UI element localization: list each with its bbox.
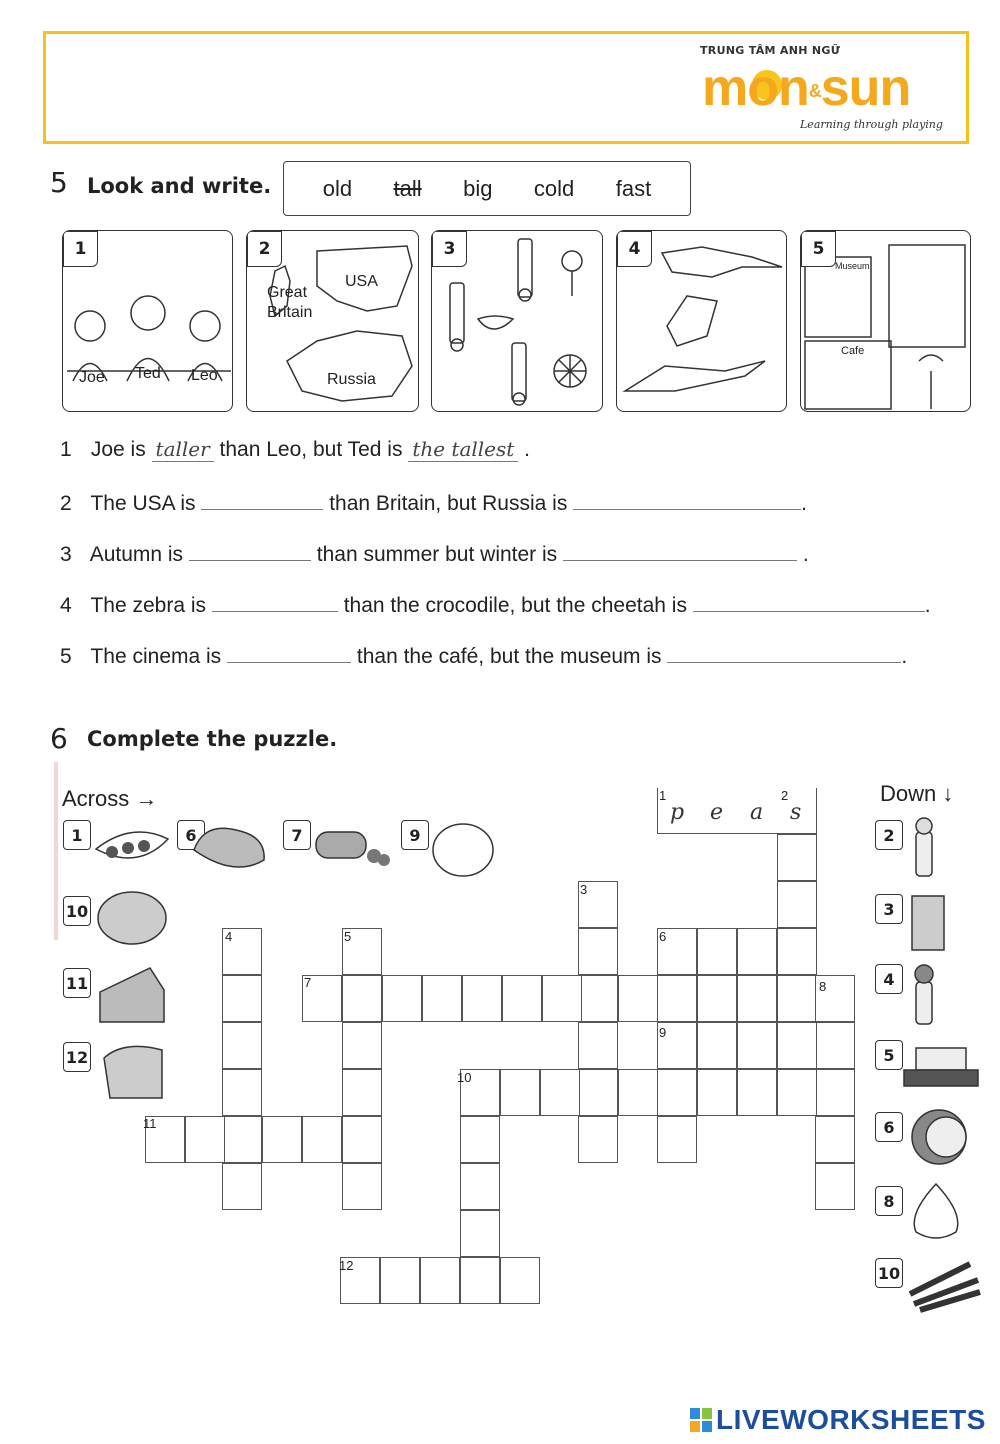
answer-letter-a: a xyxy=(750,800,764,825)
answer-blank-2b[interactable] xyxy=(573,488,801,510)
section-6-number: 6 xyxy=(50,722,68,755)
crossword-cell[interactable] xyxy=(500,1257,540,1304)
crossword-cell[interactable] xyxy=(460,1163,500,1210)
sentence-1-answer-2: the tallest xyxy=(408,437,518,462)
sentence-1 xyxy=(60,437,530,462)
sentence-3 xyxy=(60,539,809,567)
crossword-cell[interactable] xyxy=(777,1069,817,1116)
crossword-cell[interactable] xyxy=(777,881,817,928)
logo-brand-right: sun xyxy=(820,59,911,117)
monsun-logo xyxy=(696,44,956,140)
cereal-box-icon xyxy=(906,888,950,954)
liveworksheets-brand: LIVEWORKSHEETS xyxy=(716,1404,986,1435)
sausage-icon xyxy=(312,822,392,872)
grid-number-11: 11 xyxy=(143,1116,157,1131)
crossword-cell[interactable] xyxy=(697,975,737,1022)
crossword-cell[interactable] xyxy=(737,1022,777,1069)
crossword-cell[interactable] xyxy=(578,1022,618,1069)
sentence-1-answer-1: taller xyxy=(152,437,214,462)
section-5-number: 5 xyxy=(50,166,68,199)
logo-tagline: Learning through playing xyxy=(800,118,943,131)
crossword-cell[interactable] xyxy=(342,1022,382,1069)
sentence-5-part-b: than the café, but the museum is xyxy=(356,645,662,668)
crossword-cell[interactable] xyxy=(222,1163,262,1210)
grid-number-7: 7 xyxy=(304,975,312,990)
sentence-4-number: 4 xyxy=(60,594,72,617)
lemon-icon xyxy=(428,818,498,882)
sentence-5-number: 5 xyxy=(60,645,72,668)
word-old: old xyxy=(322,175,353,201)
crossword-cell[interactable] xyxy=(697,1069,737,1116)
cheese-icon xyxy=(94,962,170,1026)
label-russia: Russia xyxy=(327,371,376,388)
across-clue-6: 6 xyxy=(177,820,205,850)
logo-brand-left: mon xyxy=(702,59,809,117)
crossword-cell[interactable] xyxy=(737,975,777,1022)
crossword-cell[interactable] xyxy=(342,975,382,1022)
picture-panel-2 xyxy=(246,230,419,412)
answer-blank-3b[interactable] xyxy=(563,539,797,561)
grid-number-6: 6 xyxy=(659,929,667,944)
sentence-3-part-b: than summer but winter is xyxy=(316,543,558,566)
answer-blank-4b[interactable] xyxy=(693,590,925,612)
crossword-cell[interactable] xyxy=(578,975,618,1022)
down-clue-5: 5 xyxy=(875,1040,903,1070)
sentence-1-number: 1 xyxy=(60,438,72,461)
crossword-cell[interactable] xyxy=(578,1069,618,1116)
crossword-cell[interactable] xyxy=(302,1116,342,1163)
salt-shaker-icon xyxy=(906,814,942,880)
crossword-cell[interactable] xyxy=(342,1163,382,1210)
panel-3-number: 3 xyxy=(432,231,467,267)
sentence-1-part-b: than Leo, but Ted is xyxy=(219,438,403,461)
crossword-cell[interactable] xyxy=(815,1116,855,1163)
crossword-cell[interactable] xyxy=(222,1116,262,1163)
steak-icon xyxy=(186,816,270,880)
sentence-2-number: 2 xyxy=(60,492,72,515)
answer-blank-5b[interactable] xyxy=(667,641,901,663)
liveworksheets-logo-icon xyxy=(690,1408,712,1432)
grid-number-1: 1 xyxy=(659,788,667,803)
crossword-cell[interactable] xyxy=(185,1116,225,1163)
label-leo: Leo xyxy=(191,367,218,384)
picture-panel-1 xyxy=(62,230,233,412)
crossword-cell[interactable] xyxy=(618,1069,658,1116)
crossword-cell[interactable] xyxy=(422,975,462,1022)
crossword-cell[interactable] xyxy=(380,1257,420,1304)
logo-brand xyxy=(702,58,910,118)
crossword-cell[interactable] xyxy=(657,975,697,1022)
crossword-cell[interactable] xyxy=(222,1069,262,1116)
crossword-cell[interactable] xyxy=(657,1116,697,1163)
picture-panel-5 xyxy=(800,230,971,412)
down-clue-4: 4 xyxy=(875,964,903,994)
section-5-title: Look and write. xyxy=(87,174,272,198)
down-clue-6: 6 xyxy=(875,1112,903,1142)
sentence-3-number: 3 xyxy=(60,543,72,566)
picture-panel-4 xyxy=(616,230,787,412)
sentence-4-part-b: than the crocodile, but the cheetah is xyxy=(343,594,687,617)
answer-blank-2a[interactable] xyxy=(201,488,323,510)
picture-panel-3 xyxy=(431,230,603,412)
potato-icon xyxy=(94,888,170,948)
crossword-cell[interactable] xyxy=(618,975,658,1022)
answer-blank-3a[interactable] xyxy=(189,539,311,561)
crossword-cell[interactable] xyxy=(460,1257,500,1304)
crossword-cell[interactable] xyxy=(777,1022,817,1069)
sentence-4-end: . xyxy=(924,594,931,617)
margin-line xyxy=(54,762,58,940)
pasta-icon xyxy=(906,1254,984,1314)
across-clue-9: 9 xyxy=(401,820,429,850)
sentence-5-part-a: The cinema is xyxy=(90,645,222,668)
crossword-cell[interactable] xyxy=(815,1022,855,1069)
answer-blank-5a[interactable] xyxy=(227,641,351,663)
sentence-2-part-a: The USA is xyxy=(90,492,196,515)
word-tall: tall xyxy=(393,175,422,201)
down-clue-10: 10 xyxy=(875,1258,903,1288)
down-clue-8: 8 xyxy=(875,1186,903,1216)
answer-blank-4a[interactable] xyxy=(212,590,338,612)
label-museum: Museum xyxy=(835,261,870,271)
crossword-cell[interactable] xyxy=(342,1069,382,1116)
butter-icon xyxy=(902,1044,980,1090)
crossword-cell[interactable] xyxy=(262,1116,302,1163)
across-label: Across → xyxy=(62,786,158,811)
sentence-4-part-a: The zebra is xyxy=(90,594,207,617)
word-big: big xyxy=(463,175,493,201)
label-ted: Ted xyxy=(135,365,161,382)
sentence-1-part-a: Joe is xyxy=(90,438,146,461)
grid-number-4: 4 xyxy=(225,929,233,944)
crossword-cell[interactable] xyxy=(578,928,618,975)
grid-number-5: 5 xyxy=(344,929,352,944)
crossword-cell[interactable] xyxy=(777,975,817,1022)
down-label: Down ↓ xyxy=(880,781,954,806)
crossword-cell[interactable] xyxy=(342,1116,382,1163)
crossword-cell[interactable] xyxy=(815,1069,855,1116)
watermelon-icon xyxy=(906,1106,972,1168)
crossword-cell[interactable] xyxy=(460,1116,500,1163)
logo-brand-amp: & xyxy=(808,80,821,101)
across-clue-12: 12 xyxy=(63,1042,91,1072)
crossword-cell[interactable] xyxy=(382,975,422,1022)
grid-number-10: 10 xyxy=(457,1070,472,1085)
crossword-cell[interactable] xyxy=(737,928,777,975)
bread-icon xyxy=(96,1038,172,1104)
across-clue-7: 7 xyxy=(283,820,311,850)
sentence-4 xyxy=(60,590,931,618)
peas-icon xyxy=(92,824,172,874)
crossword-cell[interactable] xyxy=(578,1116,618,1163)
logo-top-text: TRUNG TÂM ANH NGỮ xyxy=(700,44,841,57)
down-clue-3: 3 xyxy=(875,894,903,924)
across-clue-10: 10 xyxy=(63,896,91,926)
sentence-5 xyxy=(60,641,907,669)
sentence-1-end: . xyxy=(524,438,531,461)
grid-number-8: 8 xyxy=(819,979,827,994)
grid-number-2: 2 xyxy=(781,788,789,803)
crossword-cell[interactable] xyxy=(657,1069,697,1116)
label-usa: USA xyxy=(345,273,378,290)
answer-letter-e: e xyxy=(710,800,724,825)
crossword-cell[interactable] xyxy=(222,1022,262,1069)
label-great-britain: Great Britain xyxy=(267,284,313,321)
section-6-title: Complete the puzzle. xyxy=(87,727,338,751)
answer-letter-s: s xyxy=(790,800,802,825)
sentence-2 xyxy=(60,488,807,516)
crossword-cell[interactable] xyxy=(697,1022,737,1069)
across-clue-1: 1 xyxy=(63,820,91,850)
crossword-cell[interactable] xyxy=(500,1069,540,1116)
crossword-cell[interactable] xyxy=(542,975,582,1022)
crossword-cell[interactable] xyxy=(420,1257,460,1304)
panel-5-number: 5 xyxy=(801,231,836,267)
crossword-cell[interactable] xyxy=(462,975,502,1022)
sentence-3-part-a: Autumn is xyxy=(89,543,184,566)
crossword-cell[interactable] xyxy=(540,1069,580,1116)
down-clue-2: 2 xyxy=(875,820,903,850)
crossword-cell[interactable] xyxy=(502,975,542,1022)
sentence-2-end: . xyxy=(801,492,808,515)
crossword-cell[interactable] xyxy=(222,975,262,1022)
liveworksheets-footer xyxy=(690,1404,986,1436)
crossword-cell[interactable] xyxy=(777,928,817,975)
answer-letter-p: p xyxy=(670,800,685,825)
crossword-cell[interactable] xyxy=(737,1069,777,1116)
crossword-cell[interactable] xyxy=(460,1210,500,1257)
panel-1-number: 1 xyxy=(63,231,98,267)
crossword-cell[interactable] xyxy=(777,834,817,881)
sentence-3-end: . xyxy=(802,543,809,566)
crossword-cell[interactable] xyxy=(697,928,737,975)
panel-2-number: 2 xyxy=(247,231,282,267)
word-fast: fast xyxy=(615,175,652,201)
grid-number-3: 3 xyxy=(580,882,588,897)
grid-number-12: 12 xyxy=(339,1258,354,1273)
pepper-shaker-icon xyxy=(906,960,942,1028)
crossword-cell[interactable] xyxy=(815,1163,855,1210)
label-cafe: Cafe xyxy=(841,345,865,357)
grid-number-9: 9 xyxy=(659,1025,667,1040)
garlic-icon xyxy=(906,1178,966,1244)
sentence-5-end: . xyxy=(901,645,908,668)
across-clue-11: 11 xyxy=(63,968,91,998)
word-box xyxy=(283,161,691,216)
label-joe: Joe xyxy=(79,369,105,386)
sentence-2-part-b: than Britain, but Russia is xyxy=(329,492,568,515)
word-cold: cold xyxy=(533,175,575,201)
panel-4-number: 4 xyxy=(617,231,652,267)
